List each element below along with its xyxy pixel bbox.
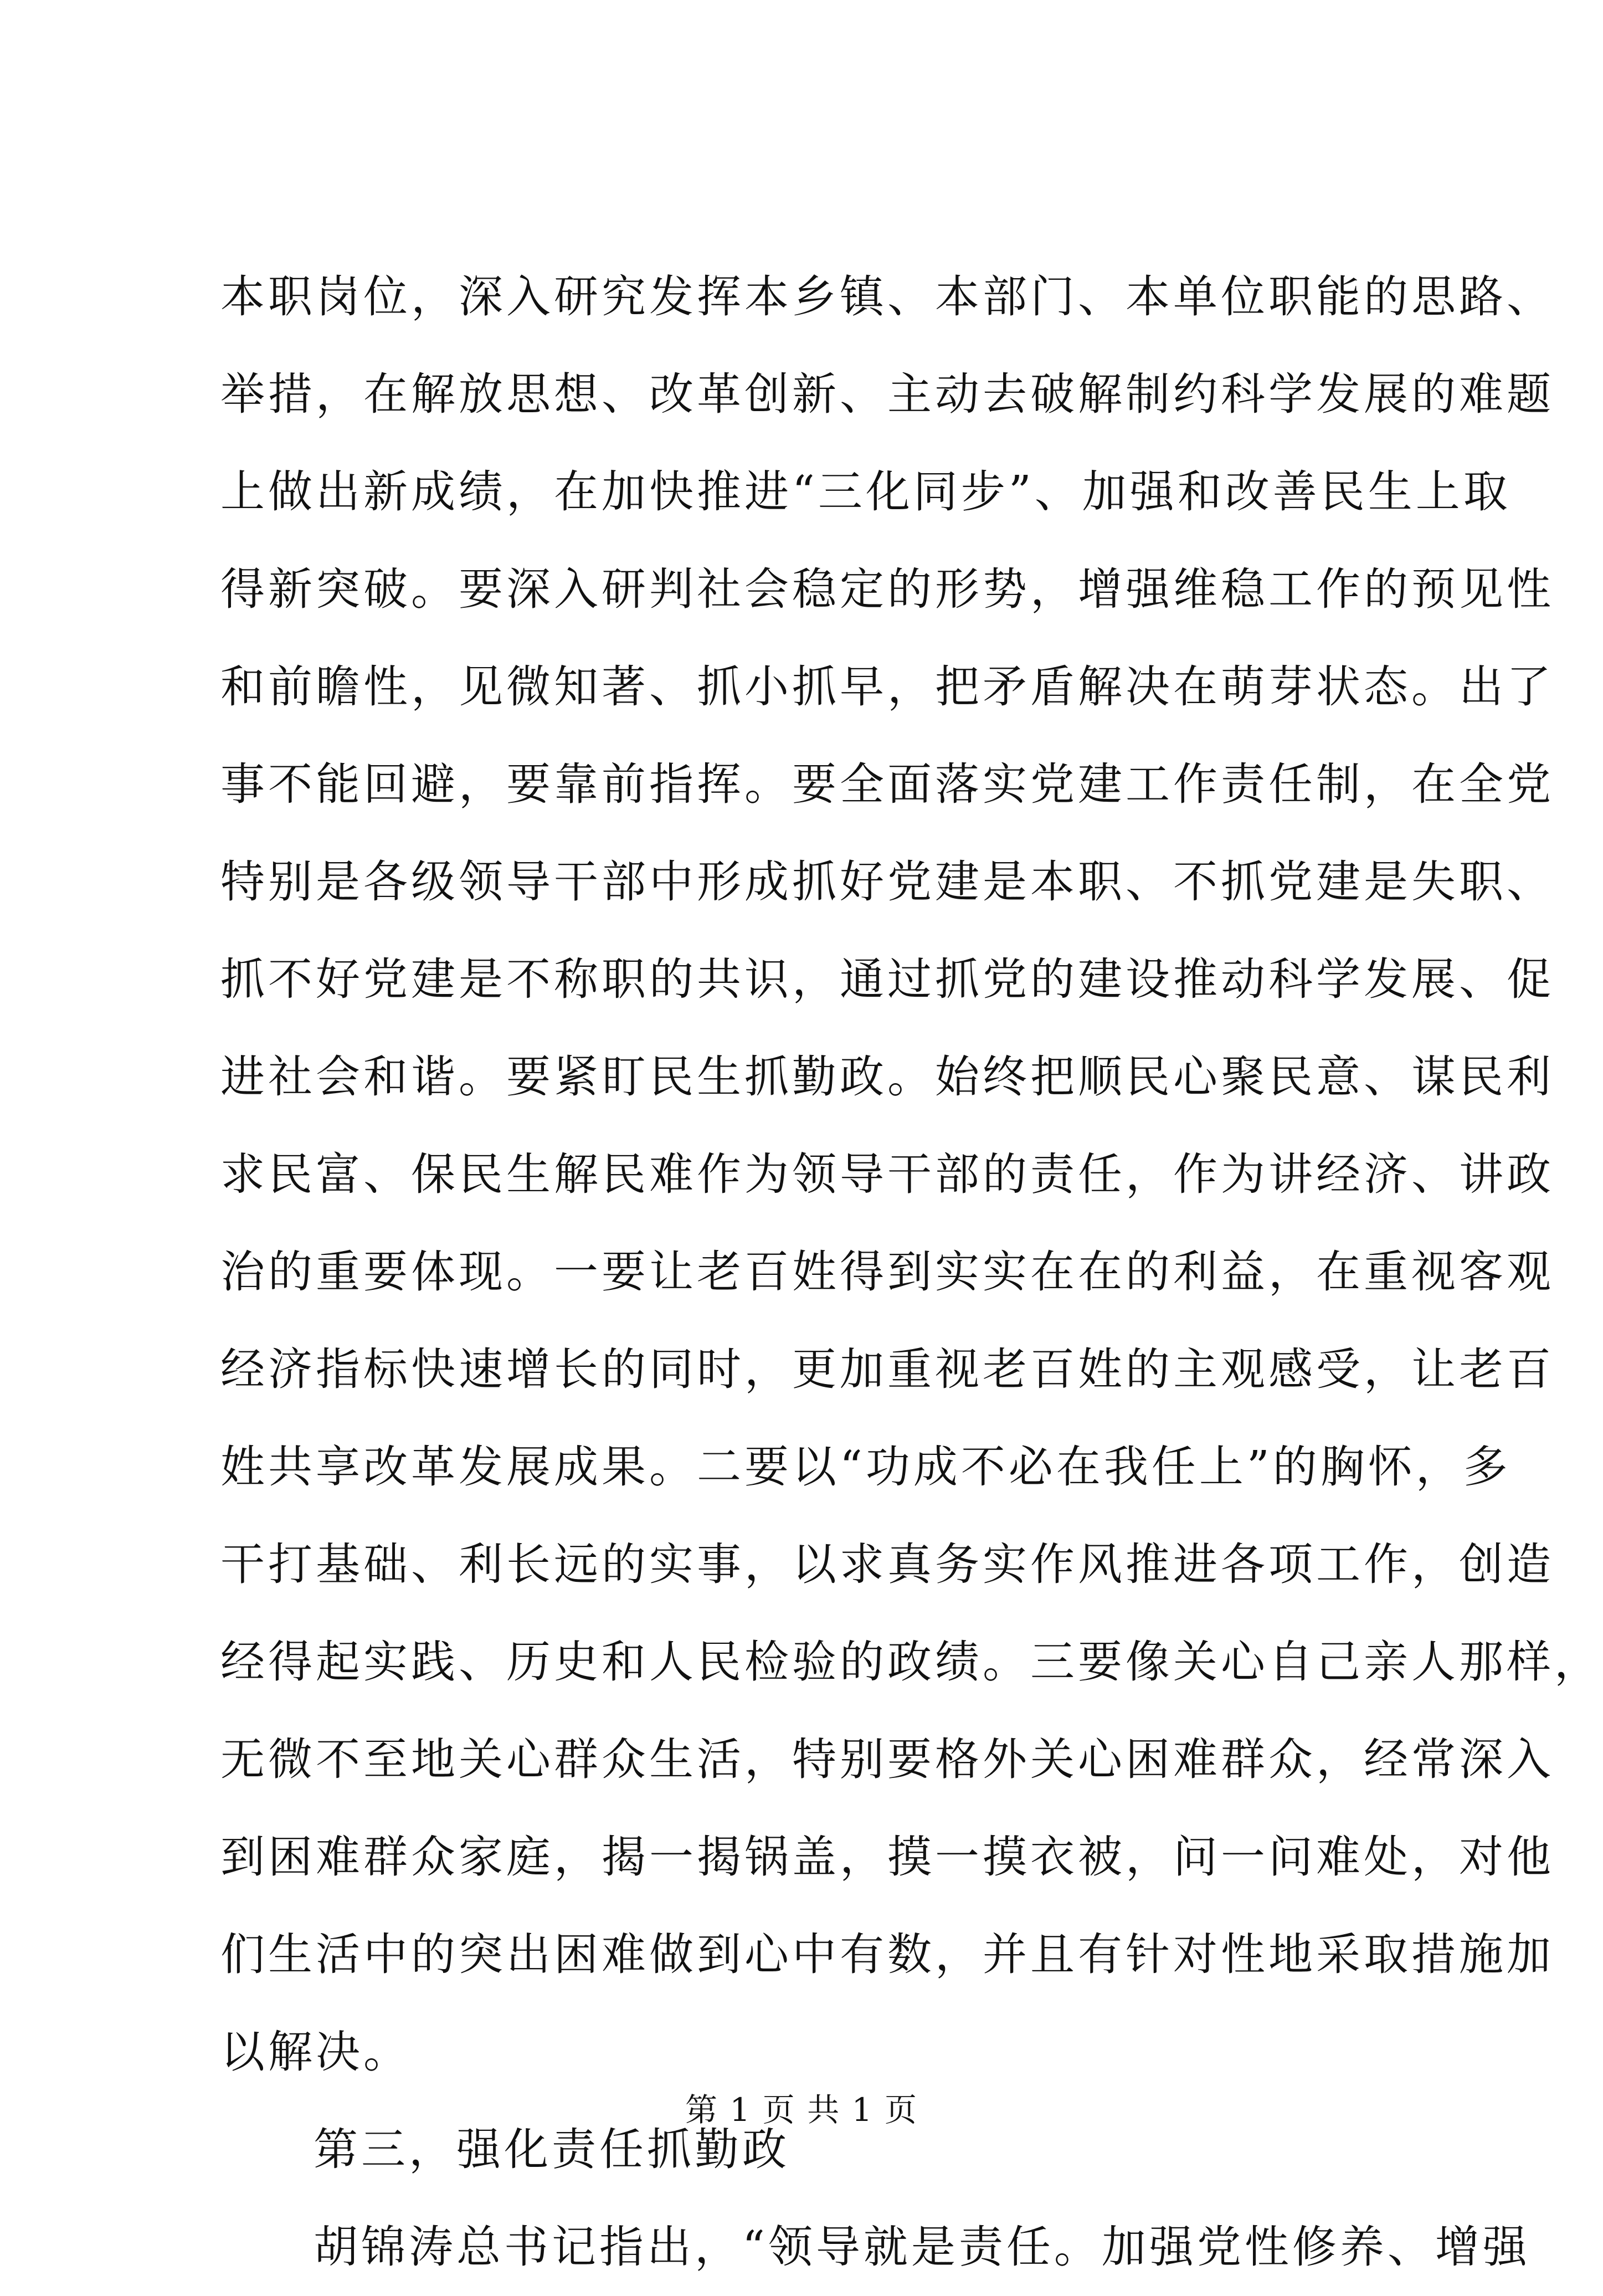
text-line: 无微不至地关心群众生活，特别要格外关心困难群众，经常深入 <box>220 1734 1554 1785</box>
text-line: 进社会和谐。要紧盯民生抓勤政。始终把顺民心聚民意、谋民利 <box>220 1051 1554 1103</box>
text-line: 经得起实践、历史和人民检验的政绩。三要像关心自己亲人那样， <box>220 1636 1602 1688</box>
text-line: 得新突破。要深入研判社会稳定的形势，增强维稳工作的预见性 <box>220 563 1554 615</box>
text-line: 和前瞻性，见微知著、抓小抓早，把矛盾解决在萌芽状态。出了 <box>220 661 1554 713</box>
paragraph-start-line: 胡锦涛总书记指出，“领导就是责任。加强党性修养、增强 <box>314 2221 1530 2273</box>
text-line: 求民富、保民生解民难作为领导干部的责任，作为讲经济、讲政 <box>220 1149 1554 1200</box>
text-line: 举措，在解放思想、改革创新、主动去破解制约科学发展的难题 <box>220 368 1554 420</box>
text-line: 经济指标快速增长的同时，更加重视老百姓的主观感受，让老百 <box>220 1344 1554 1395</box>
document-body <box>220 248 1602 2296</box>
text-line: 到困难群众家庭，揭一揭锅盖，摸一摸衣被，问一问难处，对他 <box>220 1831 1554 1883</box>
text-line: 抓不好党建是不称职的共识，通过抓党的建设推动科学发展、促 <box>220 954 1554 1005</box>
section-heading: 第三，强化责任抓勤政 <box>314 2124 790 2175</box>
text-line: 姓共享改革发展成果。二要以“功成不必在我任上”的胸怀，多 <box>220 1441 1511 1493</box>
text-line: 干打基础、利长远的实事，以求真务实作风推进各项工作，创造 <box>220 1539 1554 1590</box>
text-line: 事不能回避，要靠前指挥。要全面落实党建工作责任制，在全党 <box>220 758 1554 810</box>
text-line: 治的重要体现。一要让老百姓得到实实在在的利益，在重视客观 <box>220 1246 1554 1298</box>
text-line: 本职岗位，深入研究发挥本乡镇、本部门、本单位职能的思路、 <box>220 271 1554 322</box>
text-line: 们生活中的突出困难做到心中有数，并且有针对性地采取措施加 <box>220 1929 1554 1980</box>
text-line: 特别是各级领导干部中形成抓好党建是本职、不抓党建是失职、 <box>220 856 1554 908</box>
paragraph-end-line: 以解决。 <box>220 2026 411 2078</box>
page-number-footer: 第 1 页 共 1 页 <box>685 2091 918 2129</box>
text-line: 上做出新成绩，在加快推进“三化同步”、加强和改善民生上取 <box>220 466 1511 517</box>
